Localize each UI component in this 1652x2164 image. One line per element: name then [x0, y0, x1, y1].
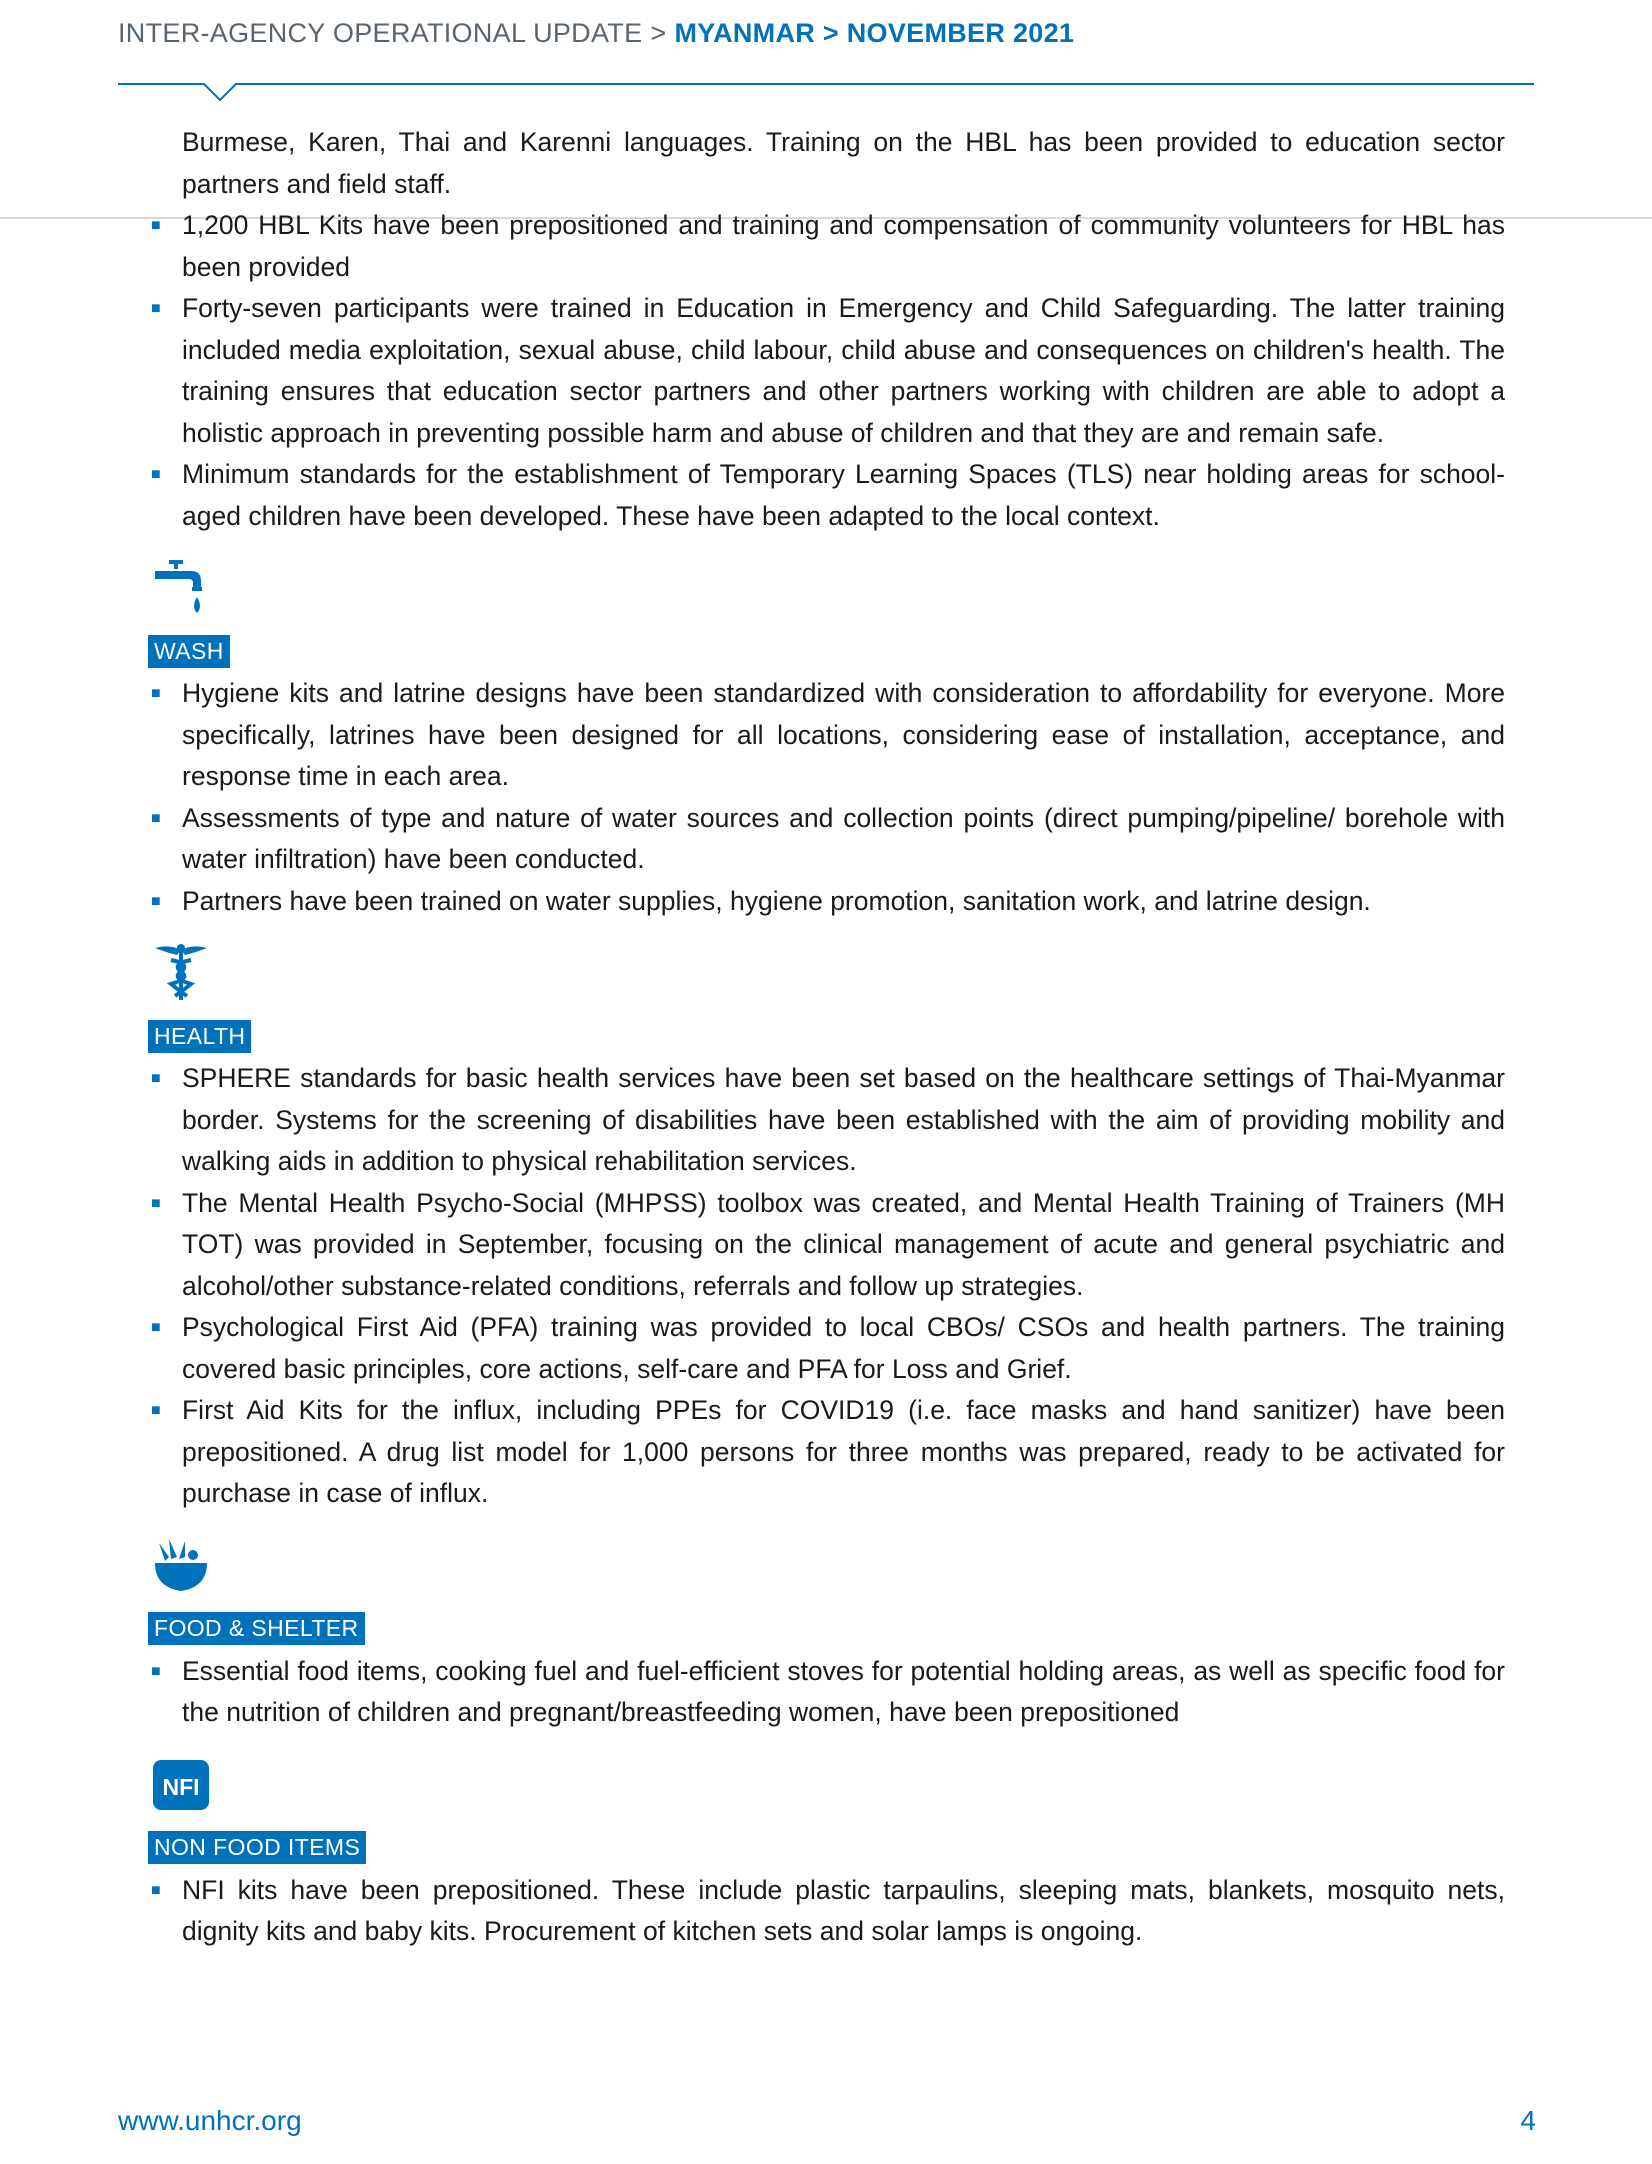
bullet-icon: ■: [151, 1402, 161, 1419]
list-item: ■ Hygiene kits and latrine designs have been standardized with consideration to affordability for everyone. More specifically, latrines have been designed for all locations, considering ease of installation, acceptance, and response time in each area.: [148, 673, 1505, 798]
nfi-list: [148, 1870, 1505, 1953]
list-item: ■ Minimum standards for the establishment of Temporary Learning Spaces (TLS) near holding areas for school-aged children have been developed. These have been adapted to the local context.: [148, 454, 1505, 537]
caduceus-icon: [151, 942, 211, 1002]
bullet-icon: ■: [151, 217, 161, 234]
list-item: ■ Partners have been trained on water supplies, hygiene promotion, sanitation work, and latrine design.: [148, 881, 1505, 923]
list-item: ■ Forty-seven participants were trained in Education in Emergency and Child Safeguarding. The latter training included media exploitation, sexual abuse, child labour, child abuse and consequences on children's health. The training ensures that education sector partners and other partners working with children are able to adopt a holistic approach in preventing possible harm and abuse of children and that they are and remain safe.: [148, 288, 1505, 454]
header-country-date: MYANMAR > NOVEMBER 2021: [674, 18, 1075, 48]
wash-label: WASH: [148, 635, 230, 668]
main-content: [148, 122, 1505, 1953]
header-org: INTER-AGENCY OPERATIONAL UPDATE: [118, 18, 643, 48]
food-list: [148, 1651, 1505, 1734]
bullet-icon: ■: [151, 892, 161, 910]
nfi-icon: [151, 1754, 211, 1814]
bullet-icon: ■: [151, 809, 161, 827]
health-list: [148, 1058, 1505, 1515]
bullet-icon: ■: [151, 1194, 161, 1212]
list-item: ■ NFI kits have been prepositioned. These include plastic tarpaulins, sleeping mats, blankets, mosquito nets, dignity kits and baby kits. Procurement of kitchen sets and solar lamps is ongoing.: [148, 1870, 1505, 1953]
food-bowl-icon: [151, 1535, 211, 1595]
bullet-icon: ■: [151, 1662, 161, 1680]
health-label: HEALTH: [148, 1020, 251, 1053]
food-section-heading: [148, 1535, 1505, 1649]
bullet-icon: ■: [151, 1070, 161, 1087]
nfi-label: NON FOOD ITEMS: [148, 1831, 366, 1864]
bullet-icon: ■: [151, 300, 161, 317]
list-item: ■ Assessments of type and nature of water sources and collection points (direct pumping/pipeline/ borehole with water infiltration) have been conducted.: [148, 798, 1505, 881]
education-continuation: Burmese, Karen, Thai and Karenni languages. Training on the HBL has been provided to education sector partners and field staff.: [182, 127, 1505, 199]
list-item: ■ First Aid Kits for the influx, including PPEs for COVID19 (i.e. face masks and hand sanitizer) have been prepositioned. A drug list model for 1,000 persons for three months was prepared, ready to be activated for purchase in case of influx.: [148, 1390, 1505, 1515]
svg-text:NFI: NFI: [162, 1773, 200, 1800]
bullet-icon: ■: [151, 1881, 161, 1899]
list-item: ■ Psychological First Aid (PFA) training was provided to local CBOs/ CSOs and health partners. The training covered basic principles, core actions, self-care and PFA for Loss and Grief.: [148, 1307, 1505, 1390]
bullet-icon: ■: [151, 1319, 161, 1336]
wash-list: [148, 673, 1505, 922]
list-item: ■ Essential food items, cooking fuel and fuel-efficient stoves for potential holding areas, as well as specific food for the nutrition of children and pregnant/breastfeeding women, have been prepositioned: [148, 1651, 1505, 1734]
bullet-icon: ■: [151, 466, 161, 483]
education-list: [148, 205, 1505, 537]
list-item: ■ SPHERE standards for basic health services have been set based on the healthcare settings of Thai-Myanmar border. Systems for the screening of disabilities have been established with the aim of providing mobility and walking aids in addition to physical rehabilitation services.: [148, 1058, 1505, 1183]
wash-section-heading: [148, 557, 1505, 671]
page-number: 4: [1520, 2105, 1536, 2136]
water-tap-icon: [151, 557, 211, 617]
health-section-heading: [148, 942, 1505, 1056]
bullet-icon: ■: [151, 685, 161, 702]
nfi-section-heading: [148, 1754, 1505, 1868]
list-item: ■ The Mental Health Psycho-Social (MHPSS) toolbox was created, and Mental Health Training of Trainers (MH TOT) was provided in September, focusing on the clinical management of acute and general psychiatric and alcohol/other substance-related conditions, referrals and follow up strategies.: [148, 1183, 1505, 1308]
footer-url-link[interactable]: www.unhcr.org: [118, 2105, 302, 2136]
list-item: ■ 1,200 HBL Kits have been prepositioned and training and compensation of community volunteers for HBL has been provided: [148, 205, 1505, 288]
header-separator: >: [650, 18, 667, 48]
food-shelter-label: FOOD & SHELTER: [148, 1612, 365, 1645]
